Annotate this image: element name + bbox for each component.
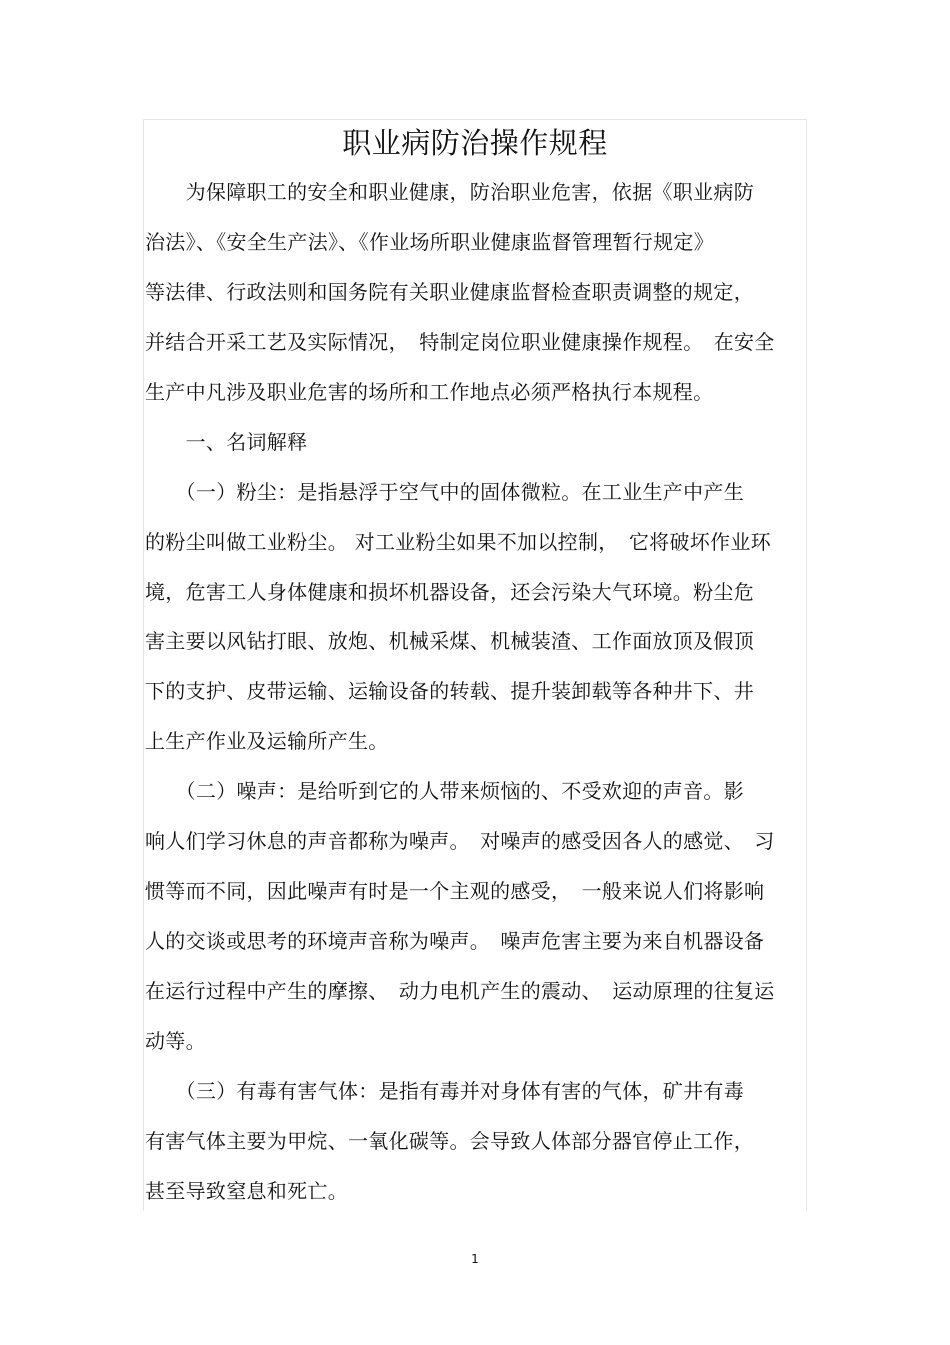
body-line: 境，危害工人身体健康和损坏机器设备，还会污染大气环境。粉尘危 [145, 580, 754, 604]
body-line: 在运行过程中产生的摩擦、 动力电机产生的震动、 运动原理的往复运 [145, 979, 775, 1003]
body-line: 有害气体主要为甲烷、一氧化碳等。会导致人体部分器官停止工作， [145, 1129, 754, 1153]
body-line: （一）粉尘：是指悬浮于空气中的固体微粒。在工业生产中产生 [145, 480, 744, 504]
body-line: 害主要以风钻打眼、放炮、机械采煤、机械装渣、工作面放顶及假顶 [145, 629, 754, 653]
document-title: 职业病防治操作规程 [342, 126, 608, 160]
body-line: 生产中凡涉及职业危害的场所和工作地点必须严格执行本规程。 [145, 380, 714, 404]
body-line: 上生产作业及运输所产生。 [145, 729, 389, 753]
body-line: 动等。 [145, 1029, 206, 1053]
section-heading: 一、名词解释 [145, 430, 308, 454]
body-line: 惯等而不同，因此噪声有时是一个主观的感受， 一般来说人们将影响 [145, 879, 765, 903]
body-line: 治法》、《安全生产法》、《作业场所职业健康监督管理暂行规定》 [145, 230, 714, 254]
body-line: （二）噪声：是给听到它的人带来烦恼的、不受欢迎的声音。影 [145, 779, 744, 803]
body-line: 为保障职工的安全和职业健康，防治职业危害，依据《职业病防 [145, 180, 754, 204]
body-line: 甚至导致窒息和死亡。 [145, 1179, 348, 1203]
body-line: （三）有毒有害气体：是指有毒并对身体有害的气体，矿井有毒 [145, 1079, 744, 1103]
body-line: 等法律、行政法则和国务院有关职业健康监督检查职责调整的规定， [145, 280, 754, 304]
body-line: 下的支护、皮带运输、运输设备的转载、提升装卸载等各种井下、井 [145, 679, 754, 703]
body-line: 响人们学习休息的声音都称为噪声。 对噪声的感受因各人的感觉、 习 [145, 829, 775, 853]
page-number: 1 [471, 1252, 479, 1266]
body-line: 人的交谈或思考的环境声音称为噪声。 噪声危害主要为来自机器设备 [145, 929, 765, 953]
body-line: 的粉尘叫做工业粉尘。 对工业粉尘如果不加以控制， 它将破坏作业环 [145, 530, 771, 554]
body-line: 并结合开采工艺及实际情况， 特制定岗位职业健康操作规程。 在安全 [145, 330, 775, 354]
